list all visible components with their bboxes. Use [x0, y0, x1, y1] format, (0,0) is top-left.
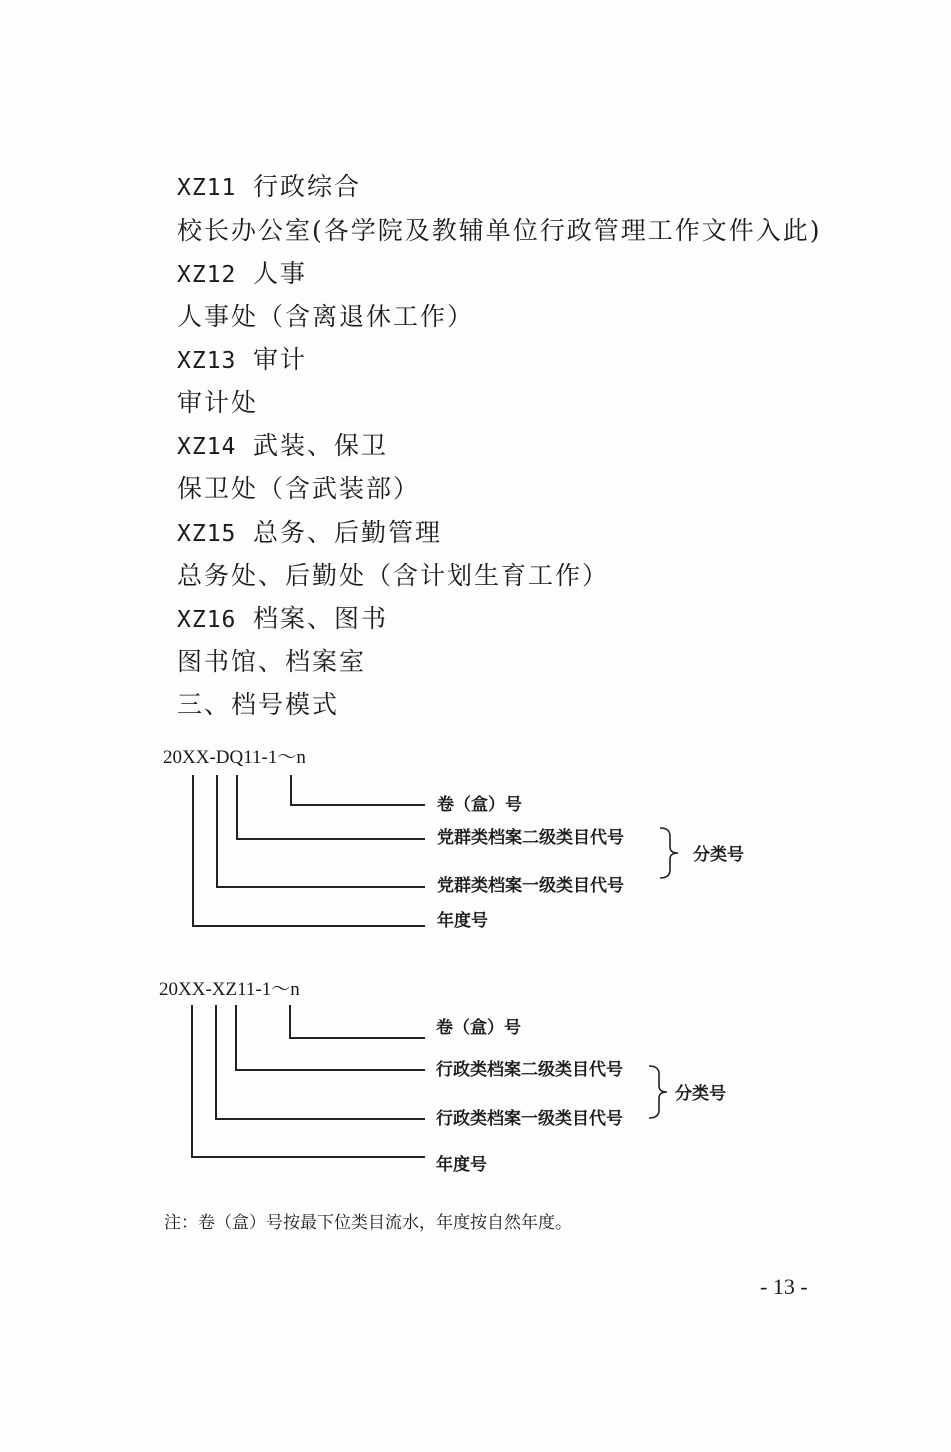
volume-branch-line: [290, 775, 292, 805]
section-xz14-detail: 保卫处（含武装部）: [177, 474, 421, 503]
section-xz14-title: [177, 431, 388, 462]
second-level-branch-line: [235, 1069, 425, 1071]
year-branch-line: [192, 775, 194, 926]
classification-label: 分类号: [675, 1084, 726, 1104]
year-branch-line: [191, 1156, 425, 1158]
right-brace-icon: [645, 1064, 675, 1120]
volume-branch-line: [290, 804, 425, 806]
section-xz16-detail: 图书馆、档案室: [177, 647, 367, 676]
year-label: 年度号: [437, 911, 488, 931]
first-level-branch-line: [216, 886, 425, 888]
section-xz12-detail: 人事处（含离退休工作）: [177, 302, 475, 331]
section-xz15-detail: 总务处、后勤处（含计划生育工作）: [177, 561, 610, 590]
second-level-label: 党群类档案二级类目代号: [437, 828, 624, 848]
volume-label: 卷（盒）号: [437, 795, 522, 815]
year-label: 年度号: [436, 1155, 487, 1175]
classification-label: 分类号: [693, 845, 744, 865]
section-code: XZ15: [177, 521, 237, 547]
section-title: 行政综合: [253, 172, 362, 201]
first-level-branch-line: [215, 1118, 425, 1120]
volume-label: 卷（盒）号: [436, 1018, 521, 1038]
first-level-branch-line: [216, 775, 218, 887]
year-branch-line: [192, 925, 425, 927]
section-xz13-title: [177, 345, 307, 376]
section-xz11-title: [177, 172, 361, 203]
second-level-branch-line: [236, 838, 425, 840]
first-level-label: 党群类档案一级类目代号: [437, 876, 624, 896]
section-title: 总务、后勤管理: [253, 518, 443, 547]
first-level-label: 行政类档案一级类目代号: [436, 1109, 623, 1129]
first-level-branch-line: [215, 1005, 217, 1119]
section-code: XZ12: [177, 262, 237, 288]
section-title: 人事: [253, 259, 308, 288]
section-code: XZ14: [177, 434, 237, 460]
right-brace-icon: [656, 826, 686, 880]
archive-code-heading: 三、档号模式: [177, 690, 340, 719]
section-title: 武装、保卫: [253, 431, 389, 460]
section-xz11-detail: 校长办公室(各学院及教辅单位行政管理工作文件入此): [177, 216, 822, 245]
section-code: XZ11: [177, 175, 237, 201]
footnote: 注：卷（盒）号按最下位类目流水，年度按自然年度。: [164, 1213, 572, 1233]
section-code: XZ16: [177, 607, 237, 633]
second-level-label: 行政类档案二级类目代号: [436, 1060, 623, 1080]
section-xz16-title: [177, 604, 388, 635]
volume-branch-line: [289, 1037, 425, 1039]
section-title: 档案、图书: [253, 604, 389, 633]
year-branch-line: [191, 1005, 193, 1157]
section-code: XZ13: [177, 348, 237, 374]
second-level-branch-line: [235, 1005, 237, 1070]
volume-branch-line: [289, 1005, 291, 1038]
section-xz15-title: [177, 518, 442, 549]
diagram-code: 20XX-DQ11-1～n: [163, 747, 306, 768]
diagram-code: 20XX-XZ11-1～n: [159, 979, 300, 1000]
section-xz13-detail: 审计处: [177, 388, 259, 417]
page-number: - 13 -: [760, 1274, 808, 1299]
section-xz12-title: [177, 259, 307, 290]
second-level-branch-line: [236, 775, 238, 839]
section-title: 审计: [253, 345, 308, 374]
